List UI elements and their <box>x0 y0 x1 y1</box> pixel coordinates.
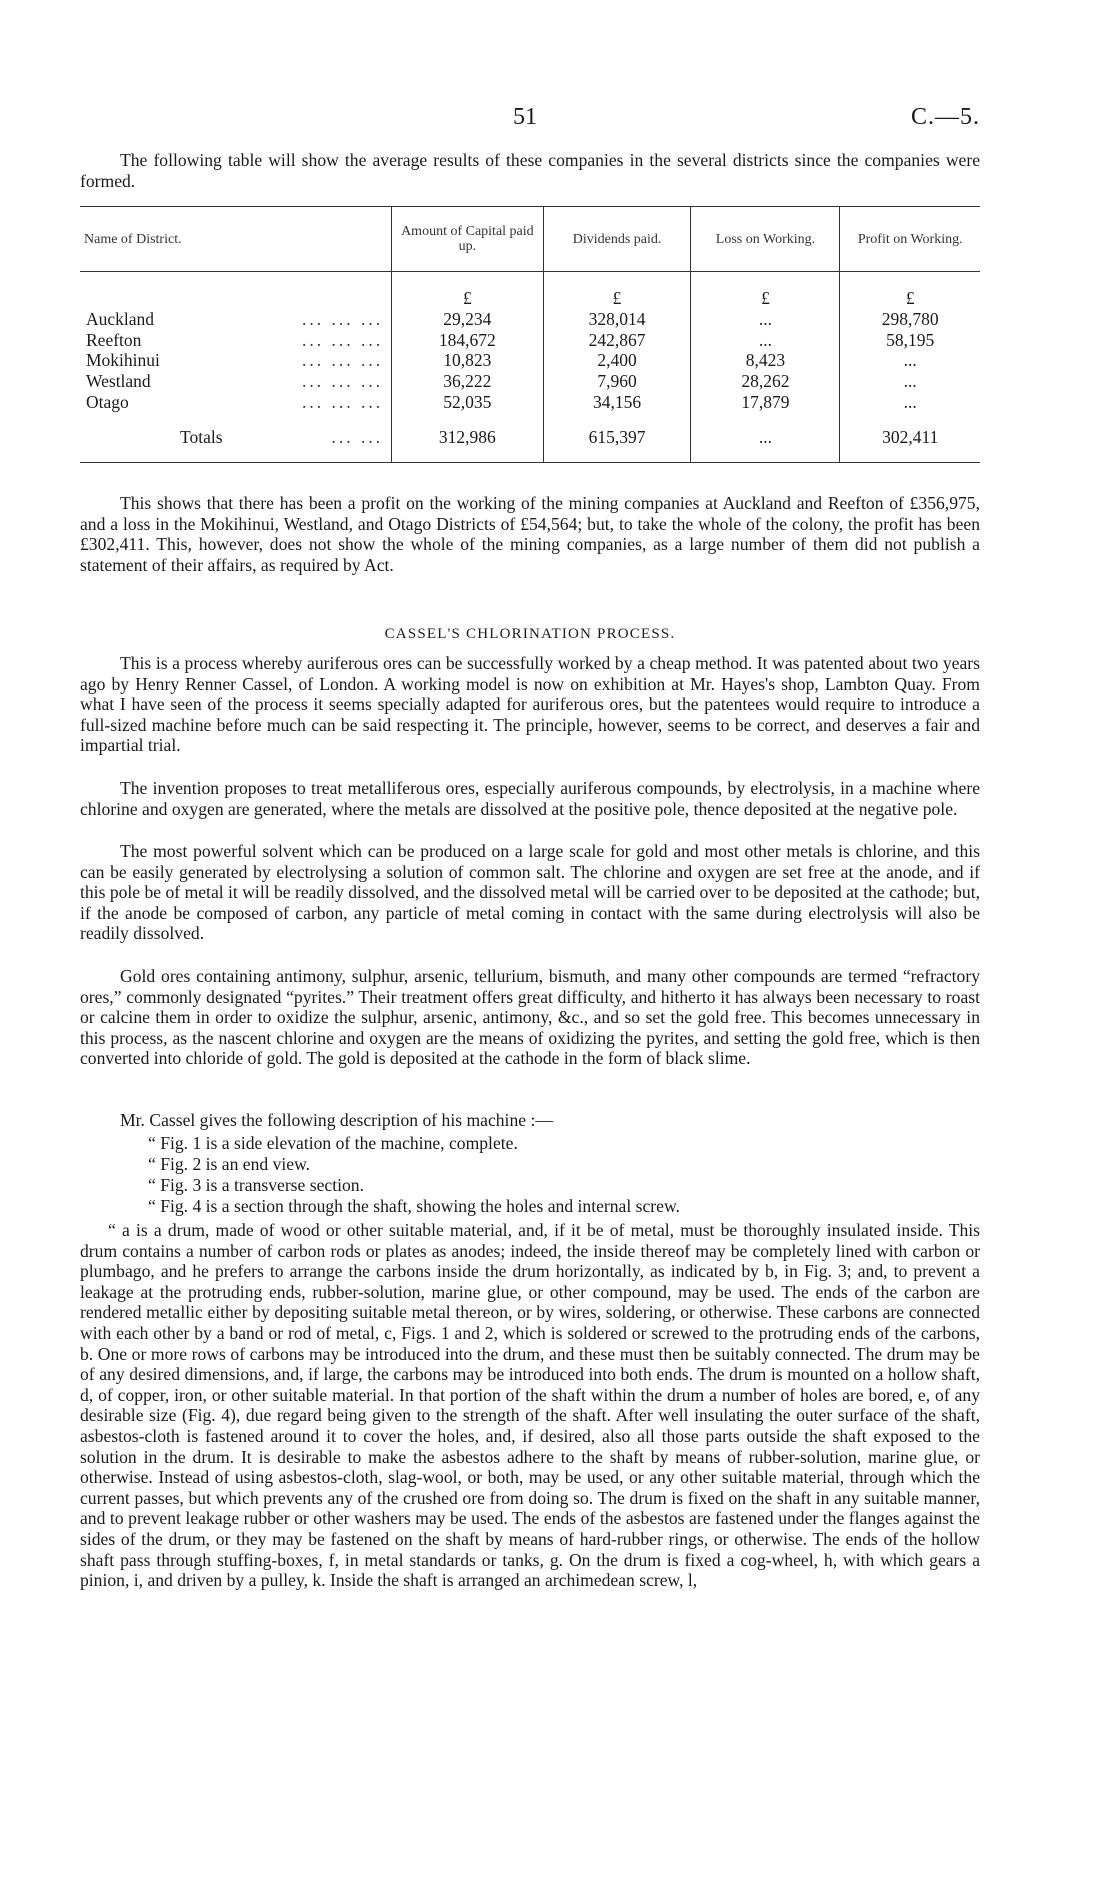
profit-cell: ... <box>840 392 980 413</box>
loss-cell: 28,262 <box>691 371 840 392</box>
dividends-cell: 242,867 <box>543 330 691 351</box>
capital-cell: 184,672 <box>392 330 544 351</box>
dividends-cell: 7,960 <box>543 371 691 392</box>
body-paragraph: The most powerful solvent which can be produced on a large scale for gold and most other metals is chlorine, and this can be easily generated by electrolysing a solution of common salt. The chlorine and oxygen are set free at the anode, and if this pole be of metal it will be readily dissolved, and the dissolved metal will be carried over to be deposited at the cathode; but, if the anode be composed of carbon, any particle of metal coming in contact with the same during electrolysis will also be readily dissolved. <box>80 841 980 944</box>
table-row <box>80 371 980 392</box>
units-cell <box>80 272 392 309</box>
units-cell: £ <box>543 272 691 309</box>
figure-caption: “ Fig. 4 is a section through the shaft, showing the holes and internal screw. <box>148 1196 680 1216</box>
machine-description: “ a is a drum, made of wood or other suitable material, and, if it be of metal, must be thoroughly insulated inside. This drum contains a number of carbon rods or plates as anodes; indeed, the inside thereof may be completely lined with carbon or plumbago, and he prefers to arrange the carbons inside the drum horizontally, as indicated by b, in Fig. 3; and, to prevent a leakage at the protruding ends, rubber-solution, marine glue, or other compound, may be used. The ends of the carbon are rendered metallic either by depositing suitable metal thereon, or by wires, soldering, or otherwise. These carbons are connected with each other by a band or rod of metal, c, Figs. 1 and 2, which is soldered or screwed to the protruding ends of the carbons, b. One or more rows of carbons may be introduced into the drum, and these must then be suitably connected. The drum may be of any desired dimensions, and, if large, the carbons may be introduced into both ends. The drum is mounted on a hollow shaft, d, of copper, iron, or other suitable material. In that portion of the shaft within the drum a number of holes are bored, e, of any desirable size (Fig. 4), due regard being given to the strength of the shaft. After well insulating the outer surface of the shaft, asbestos-cloth is fastened around it to cover the holes, and, if desired, also all those parts outside the shaft exposed to the solution in the drum. It is desirable to make the asbestos adhere to the shaft by means of rubber-solution, marine glue, or otherwise. Instead of using asbestos-cloth, slag-wool, or both, may be used, or any other suitable material, through which the current passes, but which prevents any of the crushed ore from doing so. The drum is fixed on the shaft in any suitable manner, and to prevent leakage rubber or other washers may be used. The ends of the asbestos are fastened under the flanges against the sides of the drum, or they may be fastened on the shaft by means of hard-rubber rings, or otherwise. The ends of the hollow shaft pass through stuffing-boxes, f, in metal standards or tanks, g. On the drum is fixed a cog-wheel, h, with which gears a pinion, i, and driven by a pulley, k. Inside the shaft is arranged an archimedean screw, l, <box>80 1220 980 1591</box>
units-cell: £ <box>691 272 840 309</box>
figure-caption: “ Fig. 3 is a transverse section. <box>148 1175 364 1195</box>
profit-cell: ... <box>840 371 980 392</box>
table-header-row <box>80 207 980 272</box>
loss-cell: 17,879 <box>691 392 840 413</box>
figure-list <box>148 1133 968 1217</box>
summary-paragraph: This shows that there has been a profit on the working of the mining companies at Auckland and Reefton of £356,975, and a loss in the Mokihinui, Westland, and Otago Districts of £54,564; but, to take the whole of the colony, the profit has been £302,411. This, however, does not show the whole of the mining companies, as a large number of them did not publish a statement of their affairs, as required by Act. <box>80 493 980 575</box>
profit-cell: 298,780 <box>840 309 980 330</box>
loss-cell: ... <box>691 330 840 351</box>
dividends-cell: 2,400 <box>543 350 691 371</box>
district-results-table <box>80 206 980 463</box>
body-paragraph: Gold ores containing antimony, sulphur, arsenic, tellurium, bismuth, and many other compounds are termed “refractory ores,” commonly designated “pyrites.” Their treatment offers great difficulty, and hitherto it has always been necessary to roast or calcine them in order to oxidize the sulphur, arsenic, antimony, &c., and so set the gold free. This becomes unnecessary in this process, as the nascent chlorine and oxygen are the means of oxidizing the pyrites, and setting the gold free, which is then converted into chloride of gold. The gold is deposited at the cathode in the form of black slime. <box>80 966 980 1069</box>
column-header-district: Name of District. <box>80 207 392 272</box>
table-row <box>80 330 980 351</box>
leader-dots: ... ... ... <box>301 350 384 371</box>
district-name: Westland <box>86 371 151 392</box>
capital-cell: 10,823 <box>392 350 544 371</box>
document-reference: C.—5. <box>910 104 980 130</box>
column-header-profit: Profit on Working. <box>840 207 980 272</box>
profit-cell: 58,195 <box>840 330 980 351</box>
figure-caption: “ Fig. 2 is an end view. <box>148 1154 311 1174</box>
figure-caption: “ Fig. 1 is a side elevation of the machine, complete. <box>148 1133 518 1153</box>
leader-dots: ... ... ... <box>301 391 384 412</box>
dividends-cell: 34,156 <box>543 392 691 413</box>
totals-label: Totals <box>180 426 223 447</box>
body-paragraph: The invention proposes to treat metalliferous ores, especially auriferous compounds, by electrolysis, in a machine where chlorine and oxygen are generated, where the metals are dissolved at the positive pole, thence deposited at the negative pole. <box>80 778 980 819</box>
dividends-cell: 328,014 <box>543 309 691 330</box>
column-header-dividends: Dividends paid. <box>543 207 691 272</box>
intro-paragraph: The following table will show the average results of these companies in the several districts since the companies were formed. <box>80 150 980 191</box>
page-header <box>80 104 980 134</box>
body-paragraph: Mr. Cassel gives the following description of his machine :— <box>120 1110 553 1130</box>
district-name: Reefton <box>86 329 142 350</box>
district-name: Auckland <box>86 308 155 329</box>
capital-cell: 52,035 <box>392 392 544 413</box>
profit-cell: ... <box>840 350 980 371</box>
total-capital: 312,986 <box>392 413 544 462</box>
body-paragraph: This is a process whereby auriferous ores can be successfully worked by a cheap method. It was patented about two years ago by Henry Renner Cassel, of London. A working model is now on exhibition at Mr. Hayes's shop, Lambton Quay. From what I have seen of the process it seems specially adapted for auriferous ores, but the patentees would require to introduce a full-sized machine before much can be said respecting it. The principle, however, seems to be correct, and deserves a fair and impartial trial. <box>80 653 980 756</box>
total-loss: ... <box>691 413 840 462</box>
capital-cell: 29,234 <box>392 309 544 330</box>
units-row <box>80 272 980 309</box>
section-heading: CASSEL'S CHLORINATION PROCESS. <box>384 626 676 642</box>
leader-dots: ... ... <box>331 426 384 447</box>
leader-dots: ... ... ... <box>301 308 384 329</box>
district-name: Mokihinui <box>86 350 160 371</box>
page-number: 51 <box>513 104 537 130</box>
column-header-loss: Loss on Working. <box>691 207 840 272</box>
leader-dots: ... ... ... <box>301 371 384 392</box>
total-dividends: 615,397 <box>543 413 691 462</box>
capital-cell: 36,222 <box>392 371 544 392</box>
table-row <box>80 392 980 413</box>
district-name: Otago <box>86 391 129 412</box>
totals-row <box>80 413 980 462</box>
loss-cell: 8,423 <box>691 350 840 371</box>
table-row <box>80 309 980 330</box>
units-cell: £ <box>840 272 980 309</box>
column-header-capital: Amount of Capital paid up. <box>392 207 544 272</box>
table-row <box>80 350 980 371</box>
loss-cell: ... <box>691 309 840 330</box>
total-profit: 302,411 <box>840 413 980 462</box>
leader-dots: ... ... ... <box>301 329 384 350</box>
units-cell: £ <box>392 272 544 309</box>
